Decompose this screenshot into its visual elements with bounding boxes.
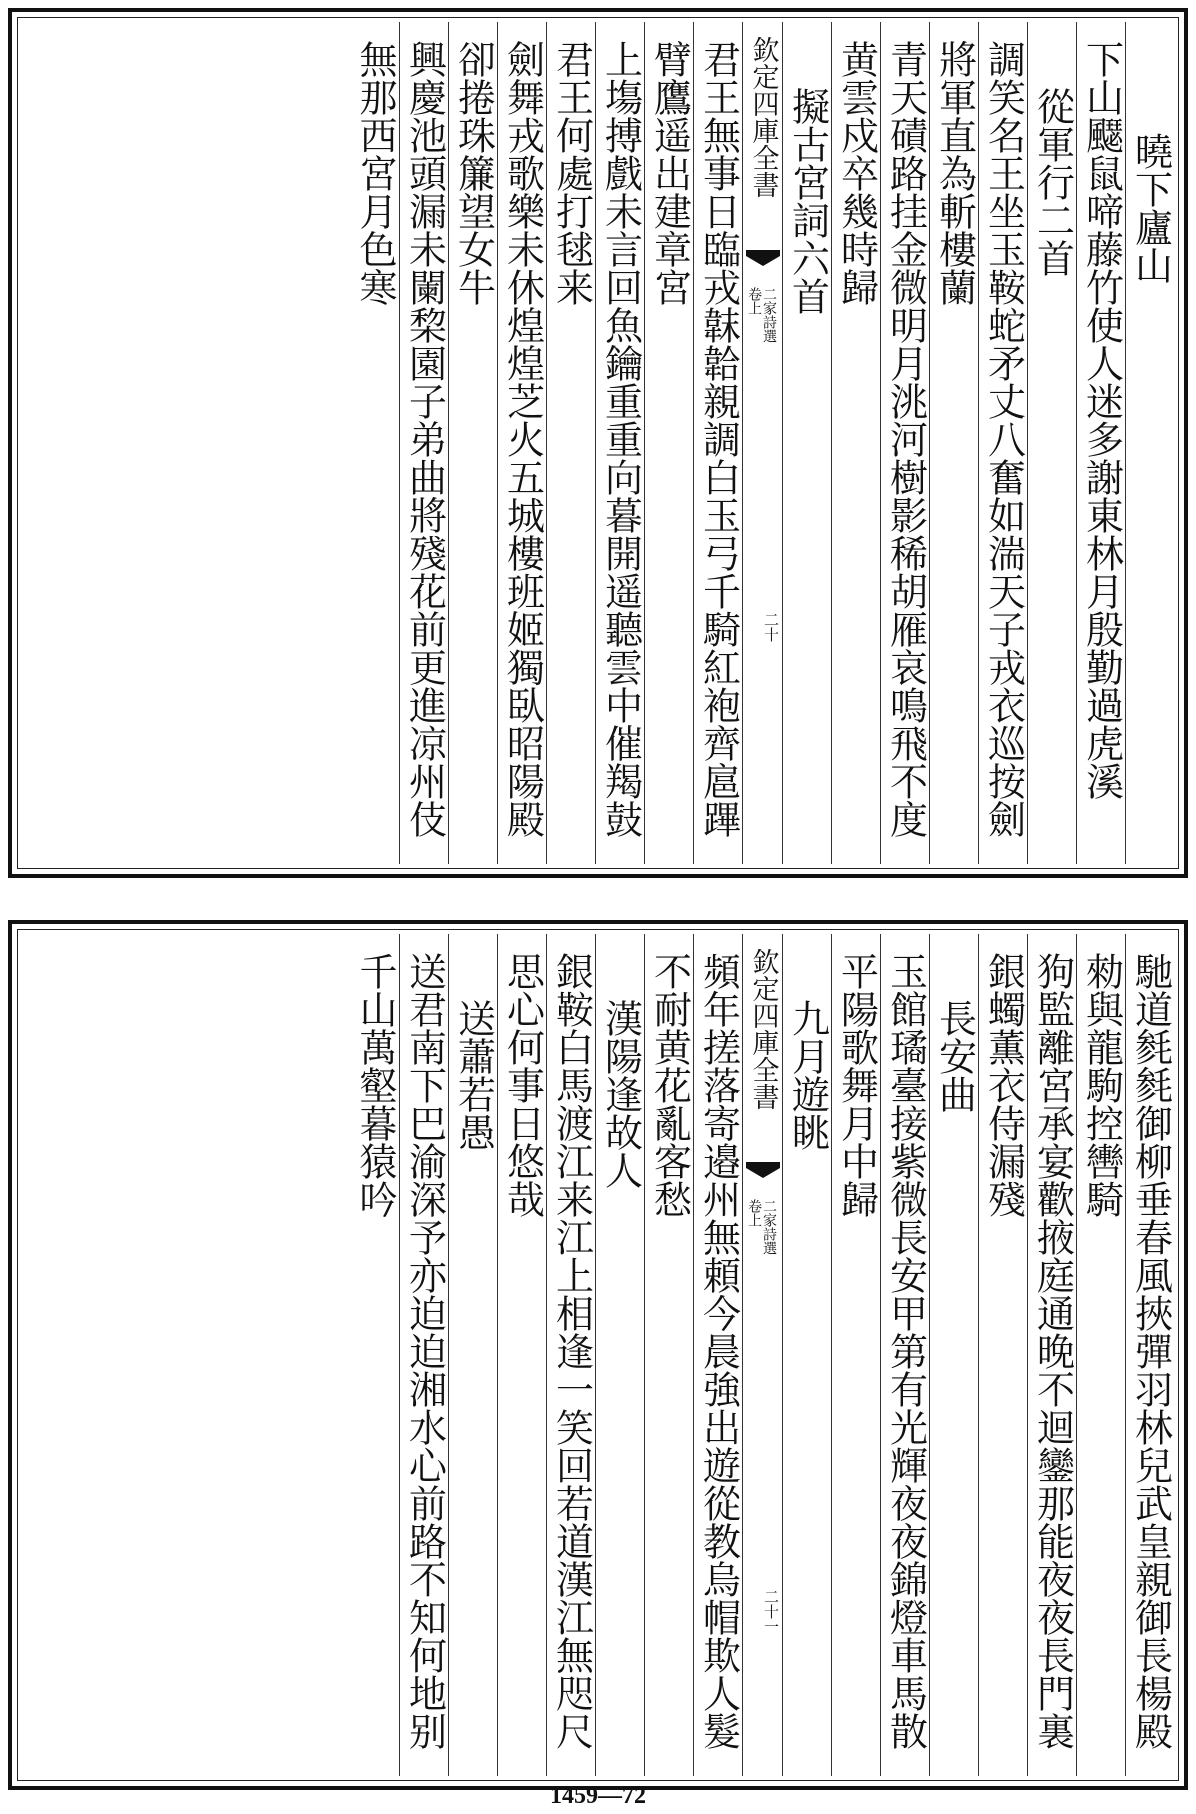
poem-line: 狗監離宮承宴歡掖庭通晚不迴鑾那能夜夜長門裏: [1030, 952, 1075, 1750]
poem-line: 興慶池頭漏未闌棃園子弟曲將殘花前更進凉州伎: [402, 40, 447, 838]
fishtail-mark-icon: [746, 1162, 780, 1182]
poem-line: 銀蠋薫衣侍漏殘: [981, 952, 1026, 1218]
text-column: [595, 22, 644, 864]
poem-line: 馳道毵毵御柳垂春風挾彈羽林兒武皇親御長楊殿: [1128, 952, 1173, 1750]
poem-line: 不耐黄花亂客愁: [647, 952, 692, 1218]
text-column: [978, 22, 1027, 864]
poem-line: 君王何處打毬来: [549, 40, 594, 306]
text-column: [929, 934, 978, 1776]
poem-title: 漢陽逢故人: [598, 999, 643, 1189]
poem-line: 思心何事日悠哉: [500, 952, 545, 1218]
poem-line: 臂鷹遥出建章宮: [647, 40, 692, 306]
poem-line: 劍舞戎歌樂未休煌煌芝火五城樓班姬獨臥昭陽殿: [500, 40, 545, 838]
book-info: [746, 287, 776, 343]
upper-folio: [8, 8, 1188, 878]
poem-line: 青天磧路挂金微明月洮河樹影稀胡雁哀鳴飛不度: [883, 40, 928, 838]
collection-title: 欽定四庫全書: [747, 948, 779, 1110]
center-fold-band: [742, 934, 782, 1776]
poem-title: 曉下廬山: [1128, 132, 1173, 284]
text-column: [1076, 934, 1125, 1776]
poem-line: 卻捲珠簾望女牛: [451, 40, 496, 306]
poem-line: 君王無事日臨戎韎韐親調白玉弓千騎紅袍齊扈蹕: [696, 40, 741, 838]
text-column: [1125, 934, 1174, 1776]
poem-line: 平陽歌舞月中歸: [834, 952, 879, 1218]
text-column: [448, 22, 497, 864]
text-column: [1027, 934, 1076, 1776]
poem-title: 送蕭若愚: [451, 999, 496, 1151]
book-title: 二家詩選: [761, 287, 777, 343]
lower-folio: [8, 920, 1188, 1790]
poem-line: 調笑名王坐玉鞍蛇矛丈八奮如湍天子戎衣巡按劍: [981, 40, 1026, 838]
poem-line: 下山飋鼠啼藤竹使人迷多謝東林月殷勤過虎溪: [1079, 40, 1124, 800]
poem-title: 九月遊眺: [785, 999, 830, 1151]
poem-line: 頻年搓落寄邉州無頼今晨強出遊從教烏帽欺人髮: [696, 952, 741, 1750]
text-column: [399, 22, 448, 864]
page-number: 1459—72: [550, 1783, 646, 1809]
text-column: [782, 22, 831, 864]
text-column: [880, 934, 929, 1776]
leaf-number: 二十: [762, 612, 780, 642]
text-column: [497, 22, 546, 864]
text-column: [693, 22, 742, 864]
center-fold-band: [742, 22, 782, 864]
poem-line: 上塲搏戲未言回魚鑰重重向暮開遥聽雲中催羯鼓: [598, 40, 643, 838]
volume-label: 卷上: [746, 1199, 762, 1227]
text-column: [448, 934, 497, 1776]
text-column: [831, 934, 880, 1776]
text-column: [595, 934, 644, 1776]
poem-line: 送君南下巴渝深予亦迫迫湘水心前路不知何地别: [402, 952, 447, 1750]
leaf-number: 二十一: [762, 1589, 780, 1634]
lower-text-columns: [22, 934, 1174, 1776]
poem-line: 將軍直為斬樓蘭: [932, 40, 977, 306]
text-column: [1125, 22, 1174, 864]
collection-title: 欽定四庫全書: [747, 36, 779, 198]
text-column: [1076, 22, 1125, 864]
text-column: [644, 22, 693, 864]
poem-line: 無那西宮月色寒: [353, 40, 397, 306]
text-column: [350, 934, 399, 1776]
poem-line: 勑與龍駒控轡騎: [1079, 952, 1124, 1218]
poem-title: 長安曲: [932, 999, 977, 1113]
poem-line: 銀鞍白馬渡江来江上相逢一笑回若道漢江無咫尺: [549, 952, 594, 1750]
text-column: [782, 934, 831, 1776]
book-title: 二家詩選: [761, 1199, 777, 1255]
text-column: [831, 22, 880, 864]
text-column: [880, 22, 929, 864]
upper-text-columns: [22, 22, 1174, 864]
book-info: [746, 1199, 776, 1255]
text-column: [929, 22, 978, 864]
poem-line: 黄雲戍卒幾時歸: [834, 40, 879, 306]
poem-line: 千山萬壑暮猿吟: [353, 952, 397, 1218]
volume-label: 卷上: [746, 287, 762, 315]
poem-line: 玉館璚臺接紫微長安甲第有光輝夜夜錦燈車馬散: [883, 952, 928, 1750]
text-column: [644, 934, 693, 1776]
text-column: [1027, 22, 1076, 864]
poem-title: 擬古宮詞六首: [785, 87, 830, 315]
text-column: [350, 22, 399, 864]
text-column: [497, 934, 546, 1776]
text-column: [399, 934, 448, 1776]
text-column: [693, 934, 742, 1776]
poem-title: 從軍行二首: [1030, 87, 1075, 277]
text-column: [546, 22, 595, 864]
fishtail-mark-icon: [746, 250, 780, 270]
text-column: [978, 934, 1027, 1776]
text-column: [546, 934, 595, 1776]
